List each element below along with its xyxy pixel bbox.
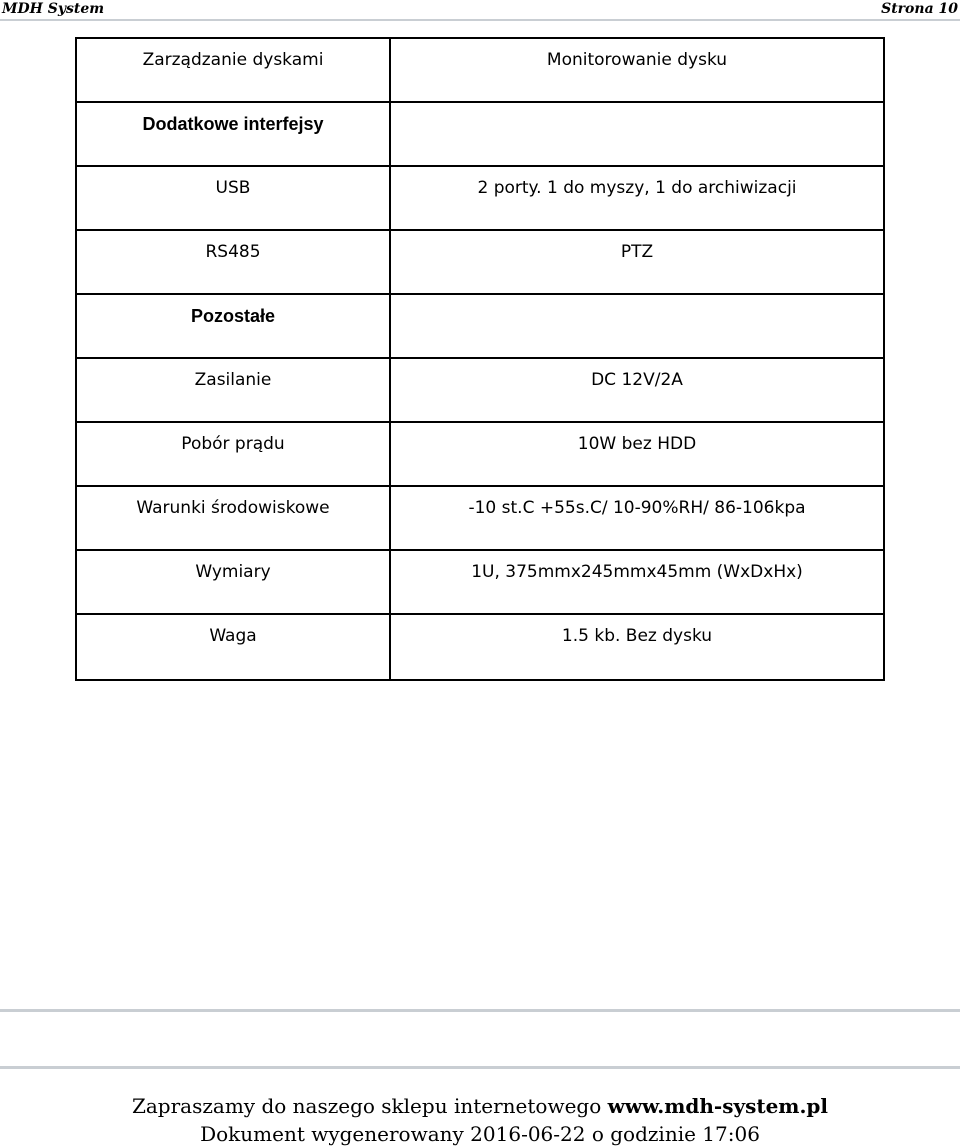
spec-label-cell: [76, 230, 390, 294]
section-heading-cell: [76, 294, 390, 358]
spec-value: [391, 103, 883, 113]
spec-value: 2 porty. 1 do myszy, 1 do archiwizacji: [477, 178, 797, 198]
footer-divider-top: [0, 1009, 960, 1012]
spec-value: DC 12V/2A: [591, 370, 683, 390]
spec-label: Wymiary: [195, 562, 271, 582]
page-footer: [0, 1092, 960, 1148]
spec-value-cell: [390, 230, 884, 294]
table-row: [76, 550, 884, 614]
spec-label-cell: [76, 422, 390, 486]
spec-label-cell: [76, 38, 390, 102]
footer-invite-text: Zapraszamy do naszego sklepu internetowego: [131, 1094, 602, 1118]
table-row: [76, 166, 884, 230]
spec-value-cell: [390, 166, 884, 230]
table-row: [76, 614, 884, 680]
spec-value-cell: [390, 550, 884, 614]
shop-link[interactable]: www.mdh-system.pl: [607, 1094, 829, 1118]
table-row: [76, 486, 884, 550]
table-row: [76, 294, 884, 358]
spec-label: USB: [215, 178, 251, 198]
spec-label-cell: [76, 358, 390, 422]
spec-label-cell: [76, 614, 390, 680]
table-row: [76, 230, 884, 294]
spec-value: 10W bez HDD: [577, 434, 697, 454]
spec-value-cell: [390, 38, 884, 102]
spec-label: Zarządzanie dyskami: [142, 50, 324, 70]
section-heading: Pozostałe: [190, 306, 276, 326]
spec-value: 1U, 375mmx245mmx45mm (WxDxHx): [471, 562, 803, 582]
section-heading: Dodatkowe interfejsy: [142, 114, 324, 134]
spec-value-cell: [390, 358, 884, 422]
footer-invite-line: [0, 1092, 960, 1120]
section-heading-cell: [76, 102, 390, 166]
footer-divider-bottom: [0, 1066, 960, 1069]
spec-value-cell: [390, 422, 884, 486]
spec-value-cell: [390, 102, 884, 166]
table-row: [76, 38, 884, 102]
spec-value: 1.5 kb. Bez dysku: [561, 626, 713, 646]
page-header: [0, 0, 960, 20]
spec-value-cell: [390, 486, 884, 550]
page-number: Strona 10: [881, 1, 958, 17]
spec-label: Waga: [209, 626, 257, 646]
spec-label-cell: [76, 486, 390, 550]
table-row: [76, 102, 884, 166]
table-row: [76, 422, 884, 486]
spec-value: [391, 295, 883, 305]
spec-label-cell: [76, 166, 390, 230]
spec-label: Pobór prądu: [181, 434, 285, 454]
spec-table: [75, 37, 885, 681]
spec-label: Zasilanie: [194, 370, 272, 390]
spec-value: PTZ: [620, 242, 654, 262]
brand-name: MDH System: [2, 1, 105, 17]
spec-value-cell: [390, 614, 884, 680]
spec-value-cell: [390, 294, 884, 358]
header-divider: [0, 19, 960, 21]
spec-value: Monitorowanie dysku: [546, 50, 728, 70]
table-row: [76, 358, 884, 422]
spec-value: -10 st.C +55s.C/ 10-90%RH/ 86-106kpa: [468, 498, 806, 518]
spec-label: RS485: [205, 242, 261, 262]
spec-label-cell: [76, 550, 390, 614]
spec-label: Warunki środowiskowe: [136, 498, 330, 518]
footer-generated-text: Dokument wygenerowany 2016-06-22 o godzinie 17:06: [200, 1122, 760, 1146]
